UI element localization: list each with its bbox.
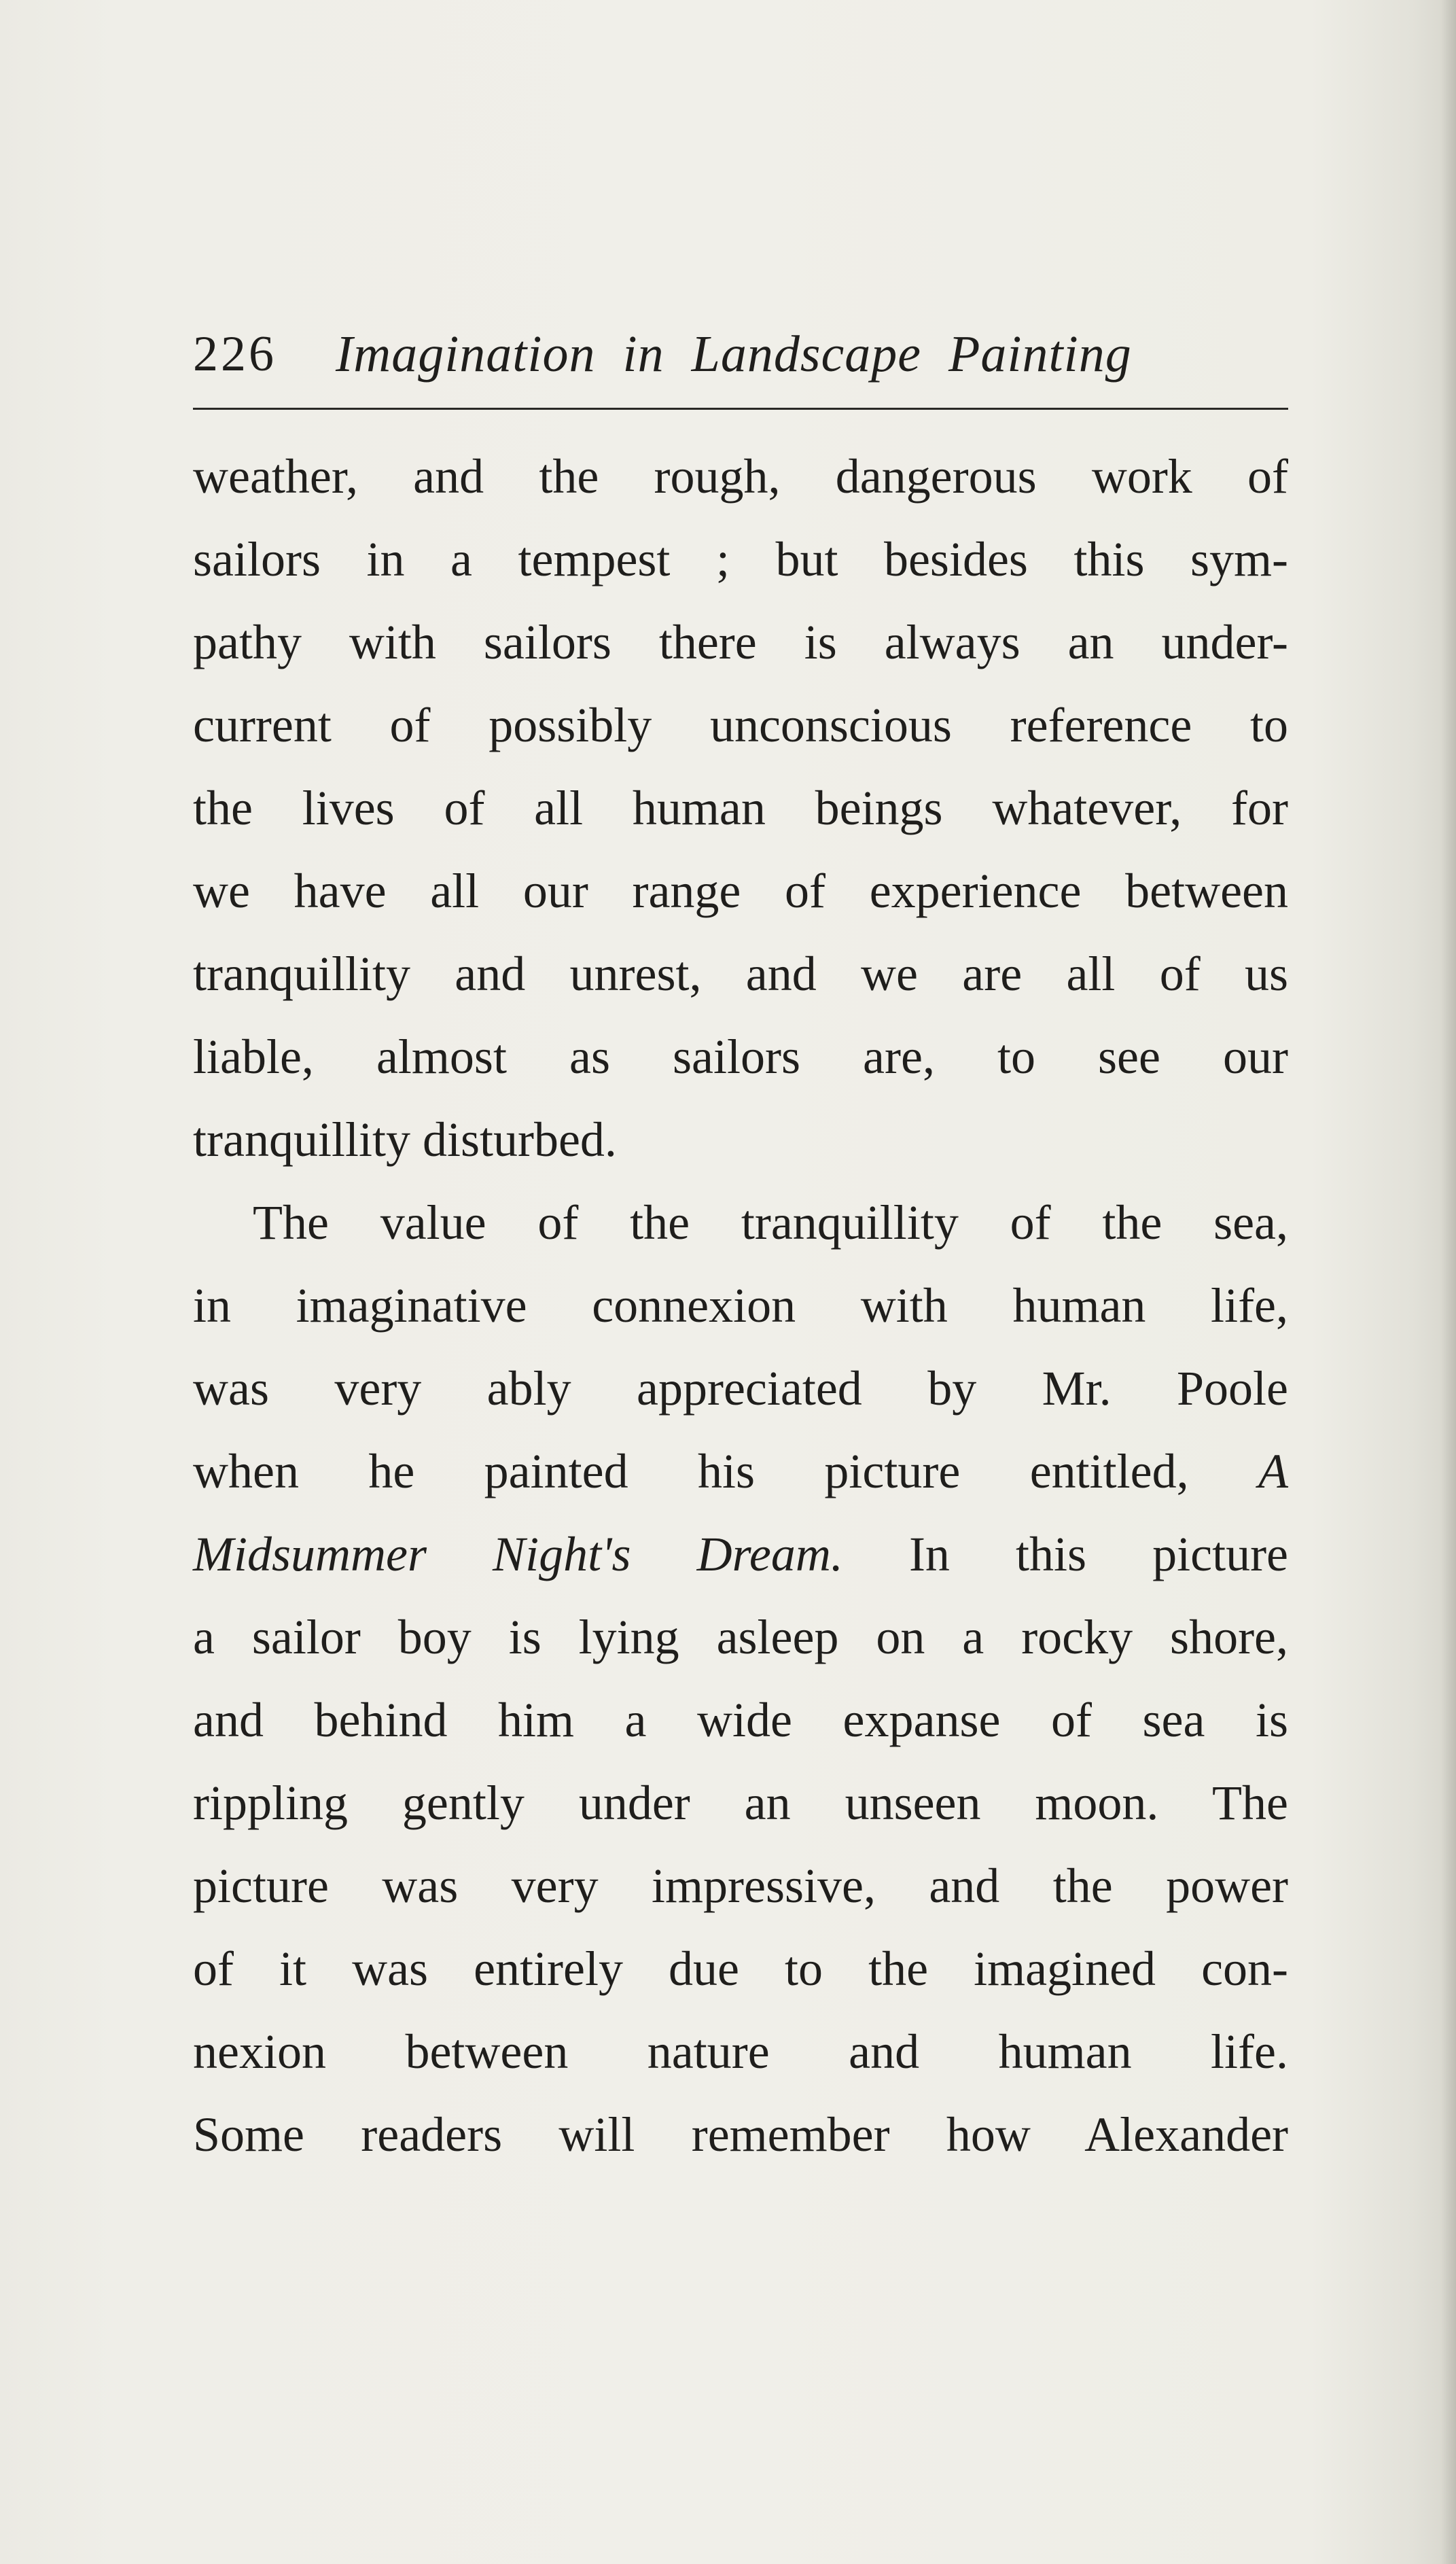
text-line: nexion between nature and human life. [193,2024,1288,2079]
text-line-mixed [193,1430,1288,1513]
text-segment: In this picture [908,1527,1289,1581]
text-line: sailors in a tempest ; but besides this sym- [193,532,1288,586]
text-line: we have all our range of experience between [193,864,1288,918]
body-text [193,435,1288,2176]
text-line: weather, and the rough, dangerous work of [193,449,1288,504]
text-line: The value of the tranquillity of the sea, [253,1195,1288,1250]
header-rule [193,408,1288,410]
text-line: tranquillity disturbed. [193,1112,617,1167]
text-line: current of possibly unconscious reference to [193,698,1288,752]
text-line-mixed [193,1513,1288,1596]
text-line: the lives of all human beings whatever, for [193,781,1288,835]
page-number: 226 [193,326,277,382]
italic-segment: A [1258,1444,1288,1498]
text-line: picture was very impressive, and the power [193,1859,1288,1913]
italic-title: Midsummer Night's Dream. [193,1527,843,1581]
text-line: liable, almost as sailors are, to see our [193,1030,1288,1084]
text-line: was very ably appreciated by Mr. Poole [193,1361,1288,1416]
text-line: tranquillity and unrest, and we are all of us [193,947,1288,1001]
text-line: a sailor boy is lying asleep on a rocky shore, [193,1610,1288,1664]
text-line: and behind him a wide expanse of sea is [193,1693,1288,1747]
running-title: Imagination in Landscape Painting [336,326,1132,383]
text-line: rippling gently under an unseen moon. The [193,1776,1288,1830]
text-line: of it was entirely due to the imagined con- [193,1942,1288,1996]
text-line: in imaginative connexion with human life, [193,1278,1288,1333]
page-edge-shadow [1441,0,1456,2564]
text-line: Some readers will remember how Alexander [193,2107,1288,2162]
text-line: pathy with sailors there is always an under- [193,615,1288,669]
text-segment: when he painted his picture entitled, [193,1444,1189,1498]
running-header [193,325,1288,383]
